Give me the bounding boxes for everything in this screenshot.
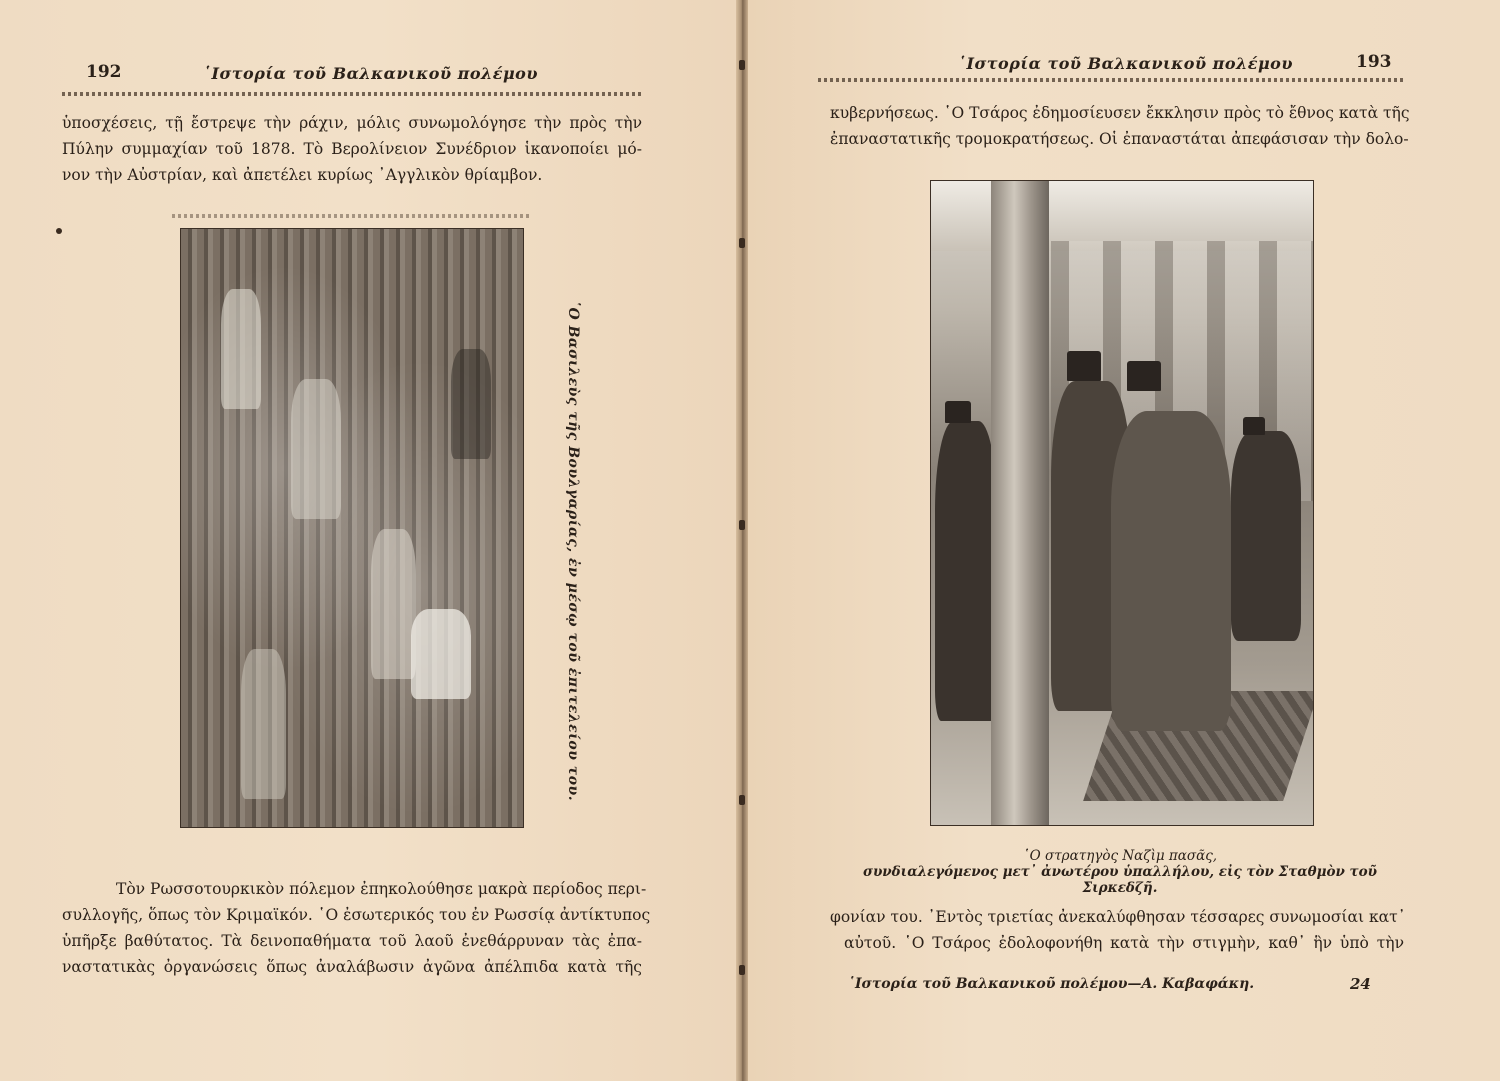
- caption-line: συνδιαλεγόμενος μετ᾿ ἀνωτέρου ὑπαλλήλου, εἰς τὸν Σταθμὸν τοῦ Σιρκεδζῆ.: [862, 864, 1377, 896]
- left-top-paragraph: [62, 110, 642, 188]
- text-line: νον τὴν Αὐστρίαν, καὶ ἀπετέλει κυρίως ᾿Αγγλικὸν θρίαμβον.: [62, 166, 543, 184]
- left-page-number: 192: [86, 62, 122, 82]
- text-line: ὑπῆρξε βαθύτατος. Τὰ δεινοπαθήματα τοῦ λαοῦ ἐνεθάρρυναν τὰς ἐπα-: [62, 932, 642, 950]
- right-running-head: ῾Ιστορία τοῦ Βαλκανικοῦ πολέμου: [958, 54, 1293, 73]
- signature-number: 24: [1350, 975, 1371, 993]
- text-line: φονίαν του. ᾿Εντὸς τριετίας ἀνεκαλύφθησαν τέσσαρες συνωμοσίαι κατ᾿: [830, 908, 1406, 926]
- left-header-rule: [62, 92, 642, 96]
- binding-stitch: [739, 965, 745, 975]
- left-figure-caption: ῾Ο Βασιλεὺς τῆς Βουλγαρίας, ἐν μέσῳ τοῦ ἐπιτελείου του.: [565, 300, 581, 802]
- text-line: συλλογῆς, ὅπως τὸν Κριμαϊκόν. ῾Ο ἐσωτερικός του ἐν Ρωσσίᾳ ἀντίκτυπος: [62, 906, 651, 924]
- nazim-pasha-photo: [930, 180, 1314, 826]
- text-line: κυβερνήσεως. ῾Ο Τσάρος ἐδημοσίευσεν ἔκκλησιν πρὸς τὸ ἔθνος κατὰ τῆς: [830, 104, 1410, 122]
- text-line: Πύλην συμμαχίαν τοῦ 1878. Τὸ Βερολίνειον Συνέδριον ἱκανοποίει μό-: [62, 140, 642, 158]
- text-line: ἐπαναστατικῆς τρομοκρατήσεως. Οἱ ἐπαναστάται ἀπεφάσισαν τὴν δολο-: [830, 130, 1409, 148]
- right-top-paragraph: [830, 100, 1410, 152]
- text-line: ναστατικὰς ὀργανώσεις ὅπως ἀναλάβωσιν ἀγῶνα ἀπέλπιδα κατὰ τῆς: [62, 958, 642, 976]
- binding-stitch: [739, 60, 745, 70]
- king-of-bulgaria-photo: [180, 228, 524, 828]
- caption-line: ῾Ο στρατηγὸς Ναζὶμ πασᾶς,: [1022, 848, 1218, 864]
- right-figure-caption: [840, 848, 1400, 896]
- text-line: ὑποσχέσεις, τῇ ἔστρεψε τὴν ράχιν, μόλις συνωμολόγησε τὴν πρὸς τὴν: [62, 114, 642, 132]
- text-line: Τὸν Ρωσσοτουρκικὸν πόλεμον ἐπηκολούθησε μακρὰ περίοδος περι-: [116, 880, 647, 898]
- binding-stitch: [739, 520, 745, 530]
- binding-stitch: [739, 238, 745, 248]
- right-page-number: 193: [1356, 52, 1392, 72]
- left-bottom-paragraph: [62, 876, 651, 980]
- ink-spot: [56, 228, 62, 234]
- printer-footer-note: ῾Ιστορία τοῦ Βαλκανικοῦ πολέμου—Α. Καβαφάκη.: [848, 976, 1255, 992]
- text-line: αὐτοῦ. ῾Ο Τσάρος ἐδολοφονήθη κατὰ τὴν στιγμὴν, καθ᾿ ἣν ὑπὸ τὴν: [844, 934, 1404, 952]
- left-running-head: ῾Ιστορία τοῦ Βαλκανικοῦ πολέμου: [203, 64, 538, 83]
- book-gutter: [736, 0, 748, 1081]
- right-header-rule: [818, 78, 1406, 82]
- binding-stitch: [739, 795, 745, 805]
- right-bottom-paragraph: [830, 904, 1404, 956]
- figure-top-rule: [172, 214, 532, 218]
